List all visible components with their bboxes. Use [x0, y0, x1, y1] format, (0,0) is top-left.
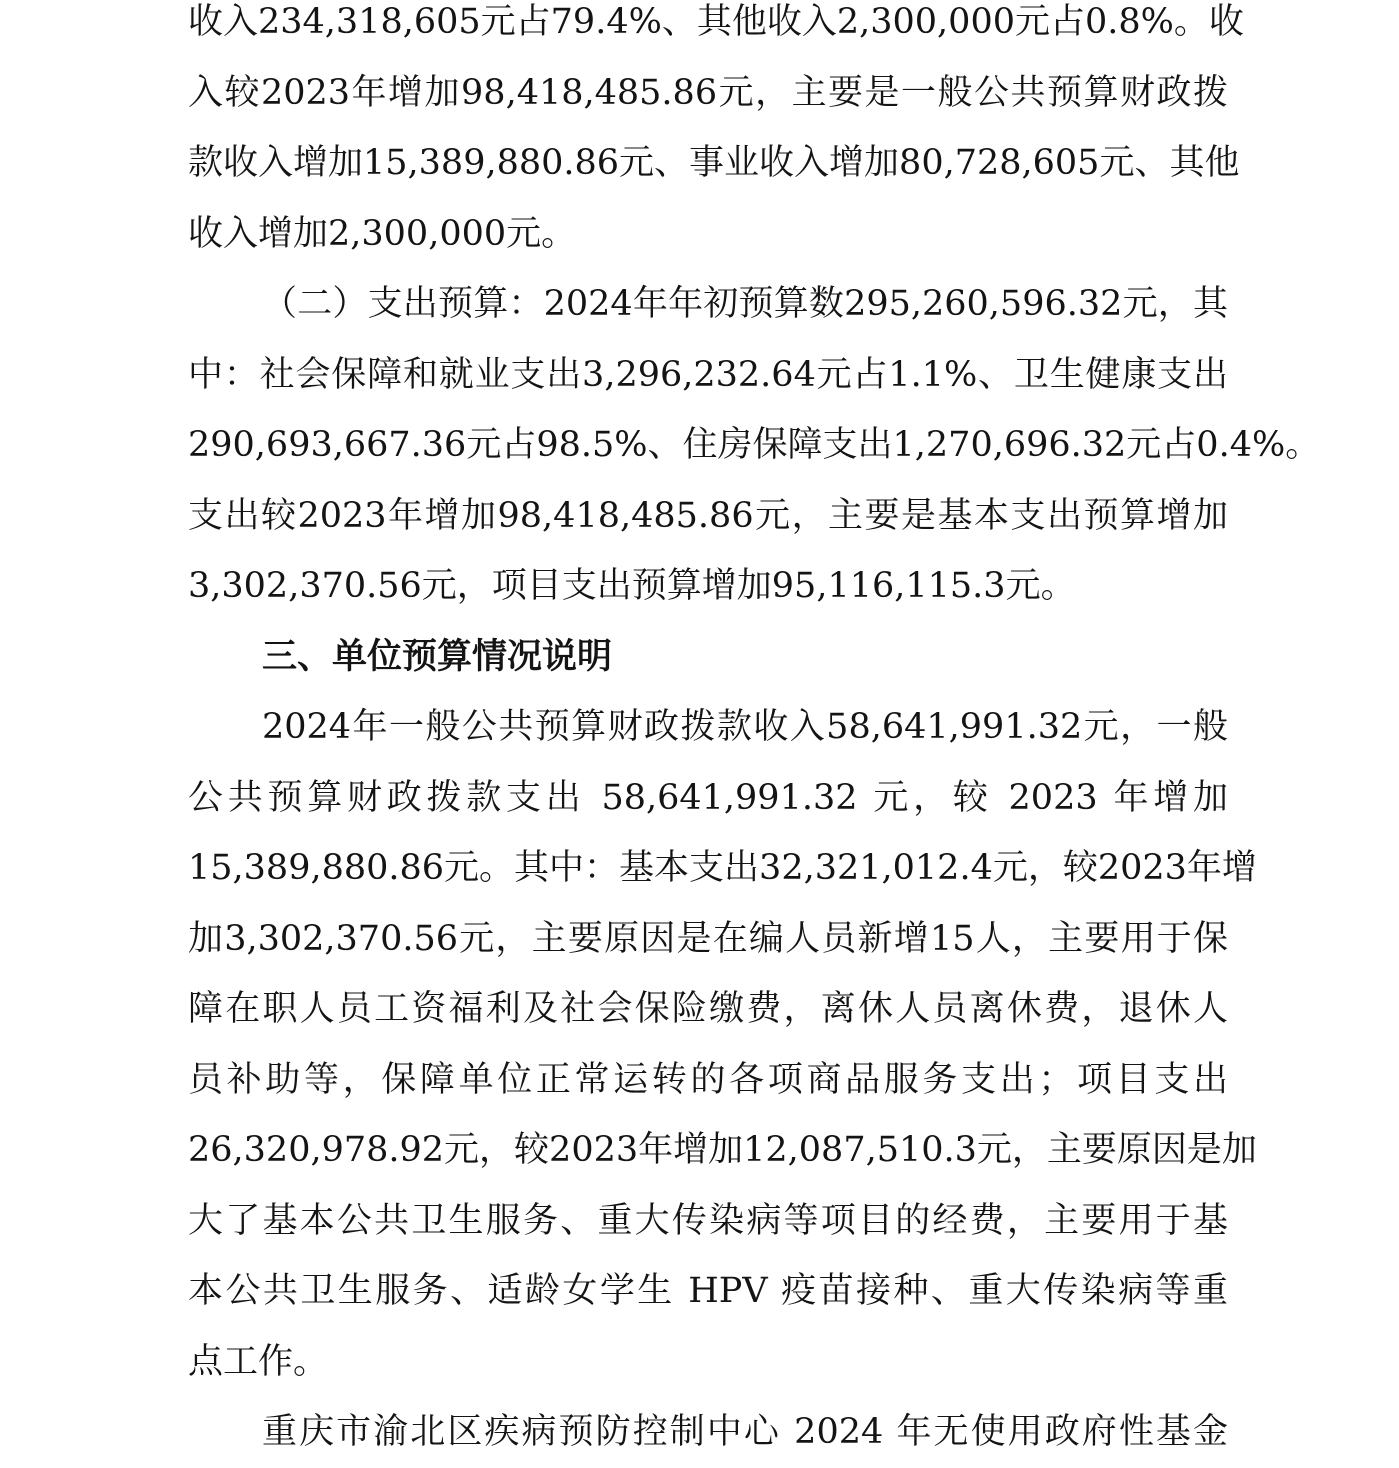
document-page — [188, 0, 1321, 1468]
text-line: 支出较2023年增加98,418,485.86元，主要是基本支出预算增加 — [188, 495, 1228, 536]
text-line: （二）支出预算：2024年年初预算数295,260,596.32元，其 — [262, 284, 1228, 324]
text-line: 15,389,880.86元。其中：基本支出32,321,012.4元，较2023年增 — [188, 848, 1257, 888]
section-heading: 三、单位预算情况说明 — [262, 636, 613, 677]
text-line: 中：社会保障和就业支出3,296,232.64元占1.1%、卫生健康支出 — [188, 354, 1228, 395]
text-line: 点工作。 — [188, 1341, 329, 1382]
text-line: 加3,302,370.56元，主要原因是在编人员新增15人，主要用于保 — [188, 918, 1228, 959]
text-line: 290,693,667.36元占98.5%、住房保障支出1,270,696.32元占0.4%。 — [188, 425, 1321, 465]
text-line: 26,320,978.92元，较2023年增加12,087,510.3元，主要原因是加 — [188, 1130, 1257, 1170]
text-line: 本公共卫生服务、适龄女学生 HPV 疫苗接种、重大传染病等重 — [188, 1271, 1228, 1311]
text-line: 2024年一般公共预算财政拨款收入58,641,991.32元，一般 — [262, 707, 1228, 747]
text-line: 重庆市渝北区疾病预防控制中心 2024 年无使用政府性基金 — [262, 1412, 1228, 1452]
text-line: 收入增加2,300,000元。 — [188, 213, 577, 254]
text-line: 3,302,370.56元，项目支出预算增加95,116,115.3元。 — [188, 566, 1076, 606]
text-line: 大了基本公共卫生服务、重大传染病等项目的经费，主要用于基 — [188, 1200, 1228, 1241]
text-line: 收入234,318,605元占79.4%、其他收入2,300,000元占0.8%。收 — [188, 2, 1244, 42]
text-line: 障在职人员工资福利及社会保险缴费，离休人员离休费，退休人 — [188, 989, 1228, 1029]
text-line: 入较2023年增加98,418,485.86元，主要是一般公共预算财政拨 — [188, 72, 1228, 113]
text-line: 款收入增加15,389,880.86元、事业收入增加80,728,605元、其他 — [188, 143, 1240, 183]
text-line: 公共预算财政拨款支出 58,641,991.32 元，较 2023 年增加 — [188, 777, 1228, 818]
text-line: 员补助等，保障单位正常运转的各项商品服务支出；项目支出 — [188, 1059, 1228, 1100]
